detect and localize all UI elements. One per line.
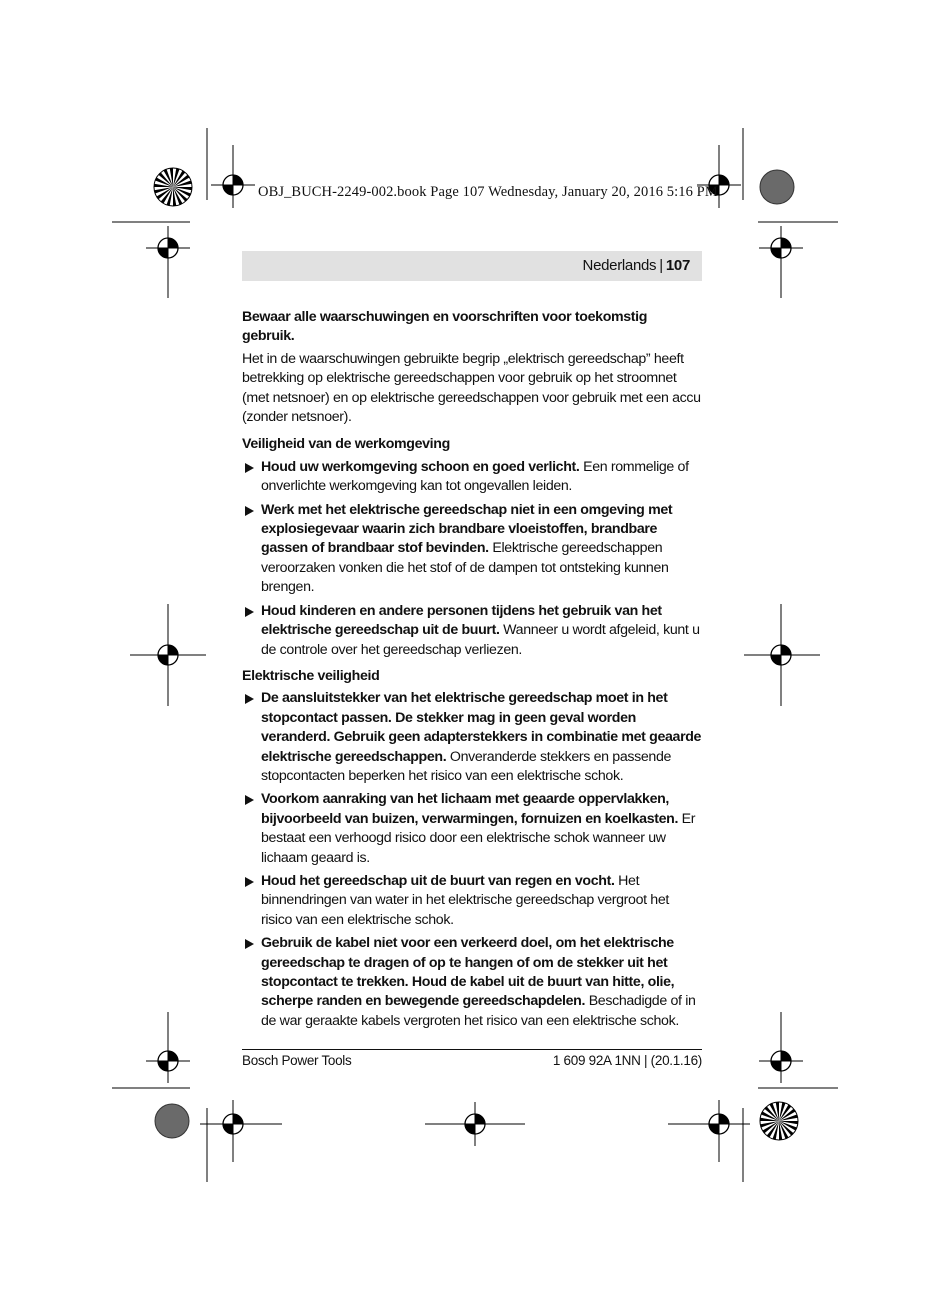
page-content [242, 308, 702, 1038]
header-page-number: 107 [665, 257, 690, 274]
item-bold: Gebruik de kabel niet voor een verkeerd doel, om het elektrische gereedschap te dragen of op te hangen of om de stekker uit het stopcontact te trekken. Houd de kabel uit de buurt van hitte, olie, scherpe randen en bewegende gereedschapdelen. [261, 935, 675, 1010]
work-area-list [242, 458, 702, 660]
page-header [583, 257, 690, 274]
item-text: Onveranderde stekkers en passende stopcontacten beperken het risico van een elektrische schok. [261, 748, 672, 784]
item-bold: Voorkom aanraking van het lichaam met geaarde oppervlakken, bijvoorbeeld van buizen, verwarmingen, fornuizen en koelkasten. [261, 791, 679, 827]
list-item [242, 790, 702, 868]
starburst-top-left [154, 168, 192, 206]
footer-rule [242, 1049, 702, 1050]
item-bold: Houd kinderen en andere personen tijdens het gebruik van het elektrische gereedschap uit de buurt. [261, 602, 662, 639]
grey-patch-top-right [760, 170, 794, 204]
item-text: Het binnendringen van water in het elektrische gereedschap vergroot het risico van een elektrische schok. [261, 872, 669, 928]
section-heading-electrical: Elektrische veiligheid [242, 667, 380, 684]
header-language: Nederlands [582, 257, 657, 274]
list-item [242, 689, 702, 786]
footer-brand: Bosch Power Tools [242, 1053, 352, 1068]
item-text: Er bestaat een verhoogd risico door een elektrische schok wanneer uw lichaam geaard is. [261, 810, 696, 866]
bullet-triangle-icon [245, 694, 254, 704]
item-text: Elektrische gereedschappen veroorzaken vonken die het stof of de dampen tot ontsteking kunnen brengen. [261, 540, 669, 596]
bullet-triangle-icon [245, 877, 254, 887]
item-text: Een rommelige of onverlichte werkomgeving kan tot ongevallen leiden. [261, 458, 689, 495]
item-bold: Werk met het elektrische gereedschap niet in een omgeving met explosiegevaar waarin zich brandbare vloeistoffen, brandbare gassen of brandbaar stof bevinden. [261, 501, 673, 557]
section-heading-work-area: Veiligheid van de werkomgeving [242, 436, 450, 453]
starburst-bottom-right [760, 1102, 798, 1140]
item-bold: De aansluitstekker van het elektrische gereedschap moet in het stopcontact passen. De stekker mag in geen geval worden veranderd. Gebruik geen adapterstekkers in combinatie met geaarde elektrische gereedschappen. [261, 690, 702, 765]
intro-warning: Bewaar alle waarschuwingen en voorschriften voor toekomstig gebruik. [242, 309, 648, 345]
grey-patch-bottom-left [155, 1104, 189, 1138]
item-text: Beschadigde of in de war geraakte kabels vergroten het risico van een elektrische schok. [261, 993, 696, 1029]
list-item [242, 501, 702, 598]
bullet-triangle-icon [245, 795, 254, 805]
page-header-bar [242, 251, 702, 281]
item-bold: Houd uw werkomgeving schoon en goed verlicht. [261, 458, 580, 475]
item-text: Wanneer u wordt afgeleid, kunt u de controle over het gereedschap verliezen. [261, 622, 700, 658]
bullet-triangle-icon [245, 939, 254, 949]
list-item [242, 458, 702, 497]
intro-definition: Het in de waarschuwingen gebruikte begrip „elektrisch gereedschap” heeft betrekking op elektrische gereedschappen voor gebruik op het stroomnet (met netsnoer) en op elektrische gereedschappen voor gebruik met een accu (zonder netsnoer). [242, 350, 701, 426]
list-item [242, 602, 702, 660]
bullet-triangle-icon [245, 607, 254, 617]
bullet-triangle-icon [245, 463, 254, 473]
book-slug-line: OBJ_BUCH-2249-002.book Page 107 Wednesday, January 20, 2016 5:16 PM [258, 184, 718, 200]
electrical-list [242, 689, 702, 1031]
list-item [242, 872, 702, 930]
item-bold: Houd het gereedschap uit de buurt van regen en vocht. [261, 872, 615, 889]
footer-doc-code: 1 609 92A 1NN | (20.1.16) [552, 1053, 702, 1068]
bullet-triangle-icon [245, 506, 254, 516]
list-item [242, 934, 702, 1031]
header-separator: | [659, 257, 663, 274]
